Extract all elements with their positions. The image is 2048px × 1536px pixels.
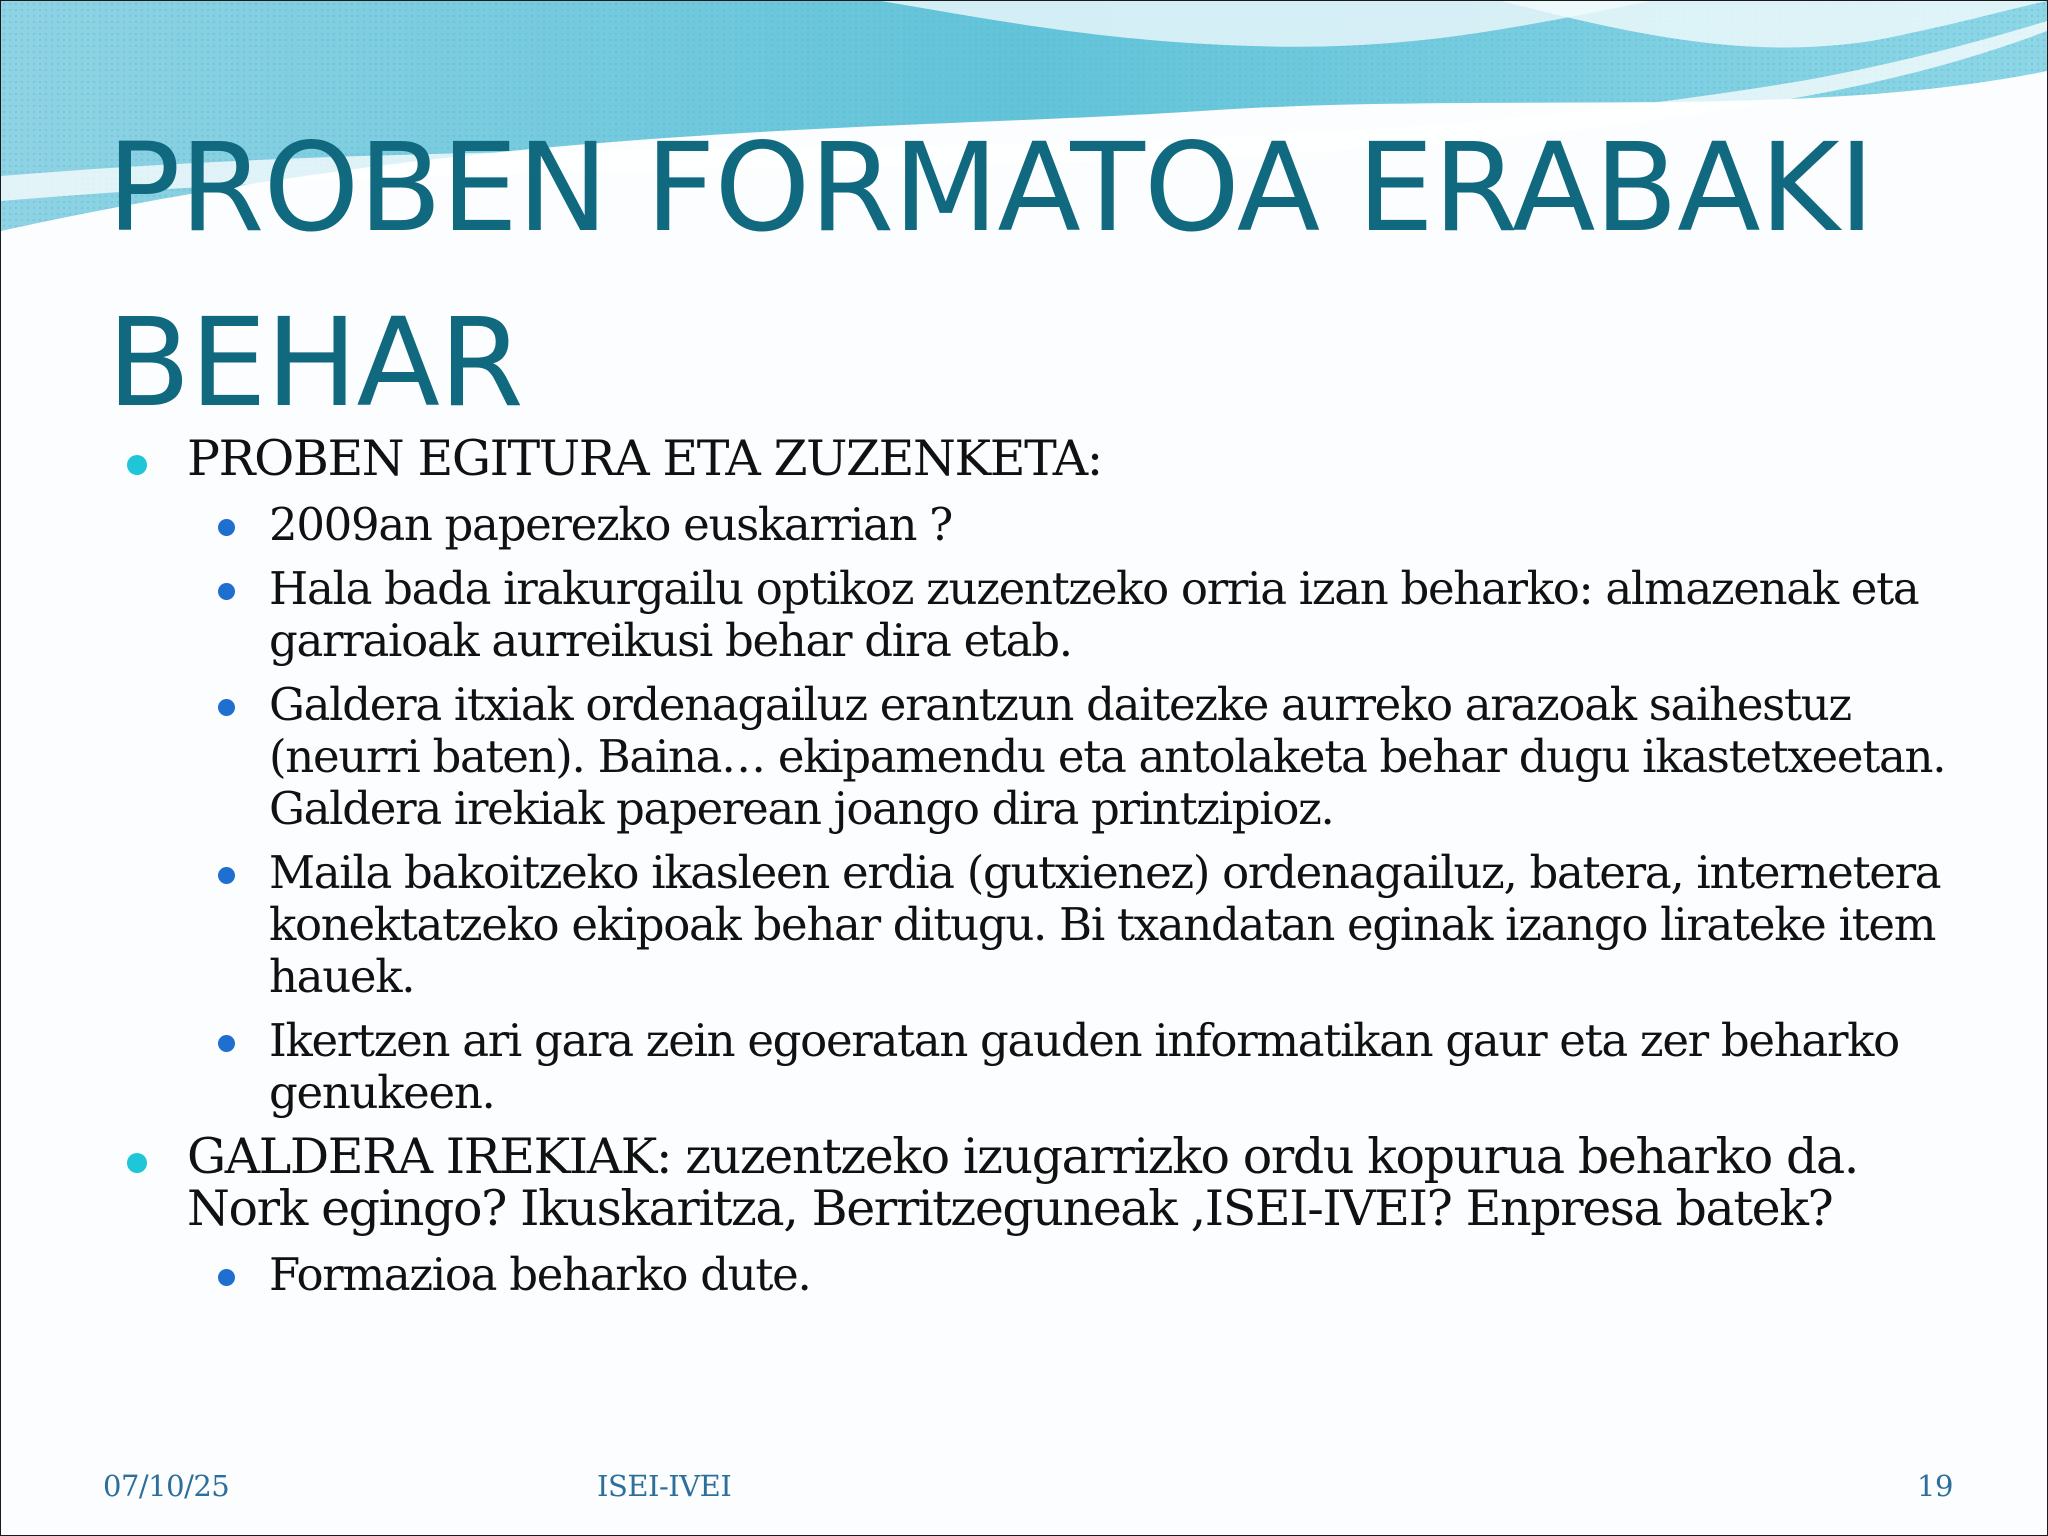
sub-bullet-item <box>269 563 1969 667</box>
bullet-dot-icon <box>218 583 235 600</box>
bullet-text: PROBEN EGITURA ETA ZUZENKETA: <box>187 430 1102 487</box>
bullet-dot-icon <box>218 1269 235 1286</box>
bullet-dot-icon <box>218 867 235 884</box>
footer-page-number: 19 <box>1917 1469 1953 1503</box>
bullet-text: Galdera itxiak ordenagailuz erantzun daitezke aurreko arazoak saihestuz (neurri baten). Baina… ekipamendu eta antolaketa behar dugu ikastetxeetan. Galdera irekiak paperean joango dira printzipioz. <box>269 678 1946 835</box>
bullet-text: Ikertzen ari gara zein egoeratan gauden informatikan gaur eta zer beharko genukeen. <box>269 1014 1899 1119</box>
bullet-text: 2009an paperezko euskarrian ? <box>269 498 952 551</box>
bullet-text: Hala bada irakurgailu optikoz zuzentzeko orria izan beharko: almazenak eta garraioak aurreikusi behar dira etab. <box>269 562 1919 667</box>
bullet-dot-icon <box>218 699 235 716</box>
sub-bullet-item <box>269 679 1969 835</box>
sub-bullet-item <box>269 1249 1969 1301</box>
footer-date: 07/10/25 <box>103 1469 230 1503</box>
sub-bullet-item <box>269 499 1969 551</box>
bullet-text: Formazioa beharko dute. <box>269 1248 811 1301</box>
footer-organization: ISEI-IVEI <box>597 1469 732 1503</box>
sub-bullet-item <box>269 847 1969 1003</box>
bullet-item <box>187 1128 1947 1237</box>
bullet-text: GALDERA IREKIAK: zuzentzeko izugarrizko ordu kopurua beharko da. Nork egingo? Ikuskaritza, Berritzeguneak ,ISEI-IVEI? Enpresa batek? <box>187 1128 1858 1237</box>
bullet-text: Maila bakoitzeko ikasleen erdia (gutxienez) ordenagailuz, batera, internetera konektatzeko ekipoak behar ditugu. Bi txandatan eginak izango lirateke item hauek. <box>269 846 1941 1003</box>
bullet-dot-icon <box>218 1035 235 1052</box>
bullet-list <box>1 430 2047 1313</box>
bullet-dot-icon <box>218 519 235 536</box>
sub-bullet-item <box>269 1015 1969 1119</box>
slide-title: PROBEN FORMATOA ERABAKI BEHAR <box>107 117 1874 434</box>
bullet-dot-icon <box>127 455 147 475</box>
bullet-dot-icon <box>127 1153 147 1173</box>
bullet-item <box>187 430 1947 487</box>
